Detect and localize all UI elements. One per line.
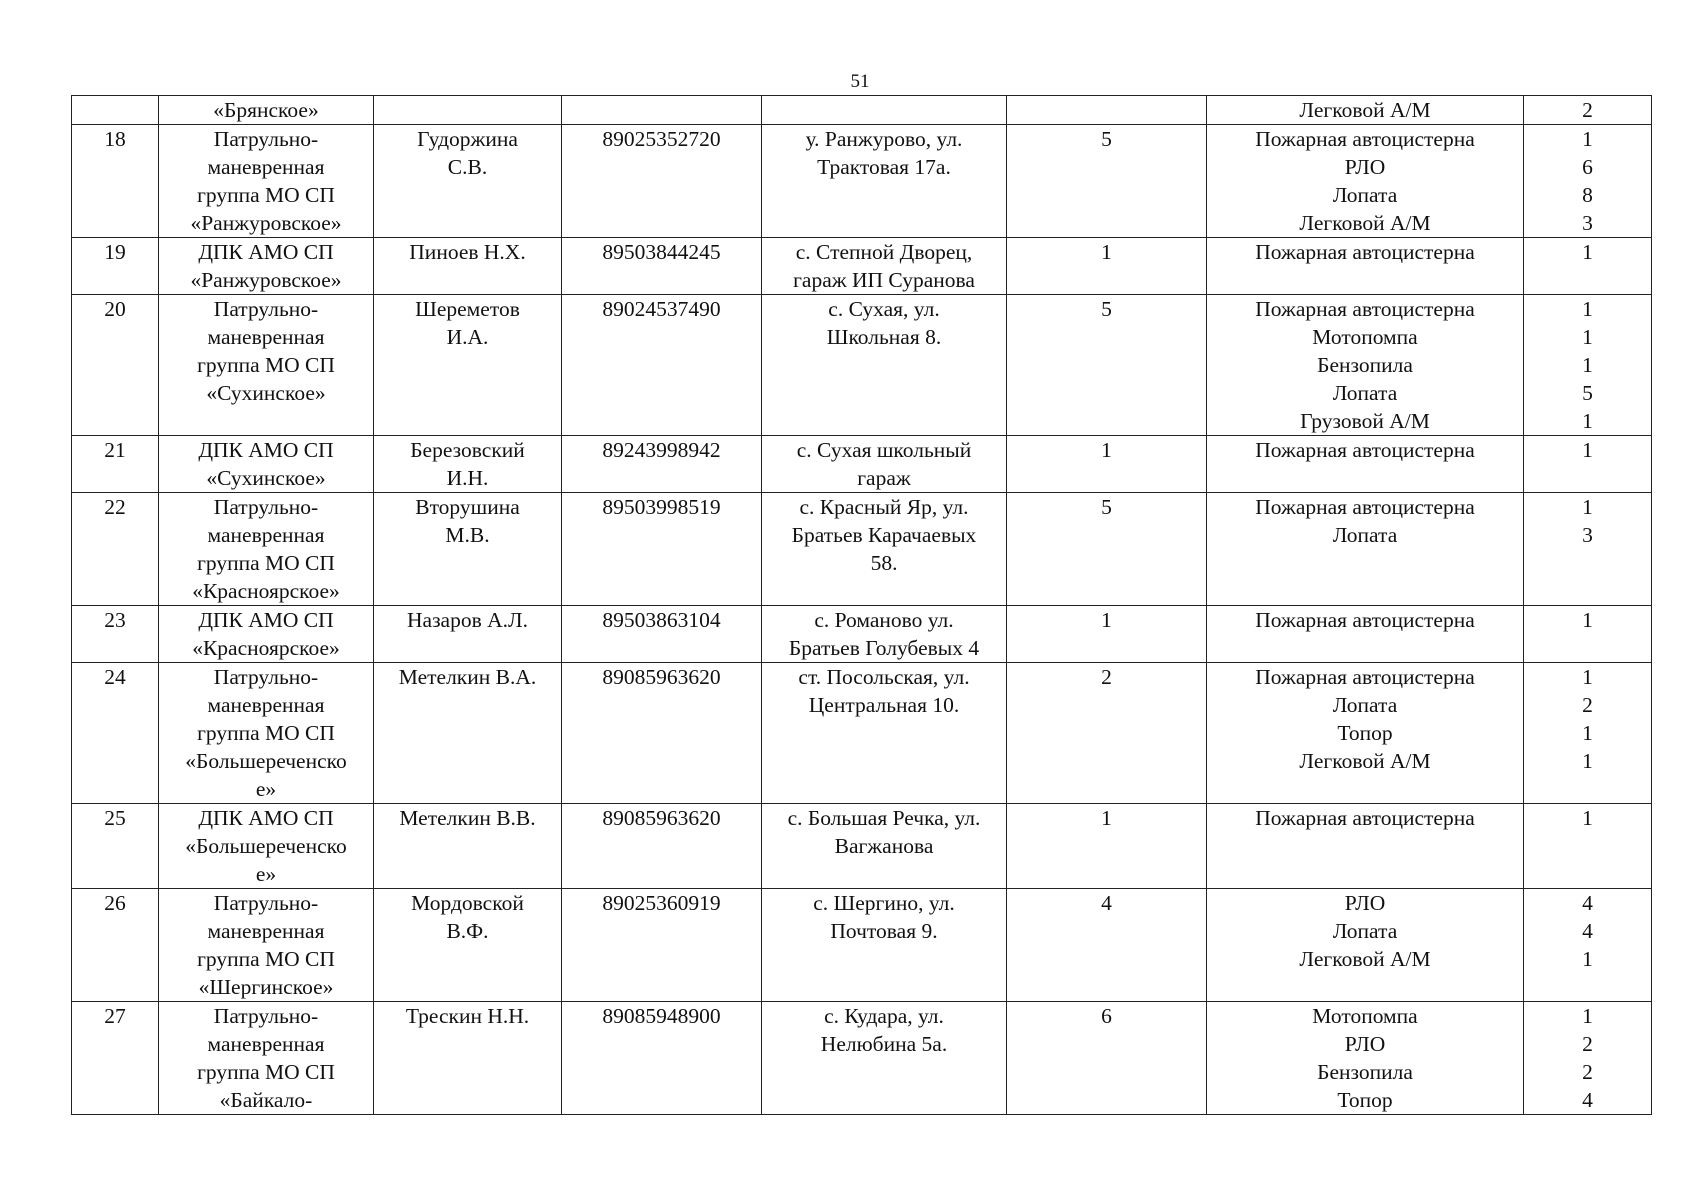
- organization-line: «Байкало-: [219, 1088, 313, 1112]
- address-cell: [762, 96, 1007, 125]
- equipment-cell: [1207, 295, 1524, 436]
- responsible-person-cell: [374, 663, 562, 804]
- equipment-cell: [1207, 1002, 1524, 1115]
- address-line: Трактовая 17а.: [817, 155, 951, 179]
- row-number-cell: [72, 889, 159, 1002]
- quantity-line: 2: [1582, 693, 1593, 717]
- address-line: Почтовая 9.: [830, 919, 938, 943]
- organization-line: «Красноярское»: [192, 636, 340, 660]
- row-number-value: 24: [104, 665, 126, 689]
- responsible-person-cell: [374, 436, 562, 493]
- organization-cell: [159, 889, 374, 1002]
- equipment-line: Пожарная автоцистерна: [1255, 438, 1475, 462]
- address-line: с. Сухая, ул.: [828, 297, 940, 321]
- address-line: 58.: [870, 551, 898, 575]
- responsible-person-line: Метелкин В.А.: [398, 665, 537, 689]
- phone-cell: [562, 1002, 762, 1115]
- quantity-cell: [1524, 436, 1652, 493]
- equipment-line: Лопата: [1332, 693, 1398, 717]
- staff-count-cell: [1007, 804, 1207, 889]
- responsible-person-line: Трескин Н.Н.: [405, 1004, 530, 1028]
- equipment-cell: [1207, 663, 1524, 804]
- row-number-cell: [72, 493, 159, 606]
- staff-count-value: 5: [1101, 495, 1112, 519]
- staff-count-cell: [1007, 436, 1207, 493]
- organization-line: Патрульно-: [213, 665, 319, 689]
- equipment-line: Лопата: [1332, 919, 1398, 943]
- staff-count-value: 6: [1101, 1004, 1112, 1028]
- responsible-person-cell: [374, 804, 562, 889]
- responsible-person-cell: [374, 889, 562, 1002]
- phone-value: 89503863104: [602, 608, 721, 632]
- address-cell: [762, 238, 1007, 295]
- equipment-cell: [1207, 238, 1524, 295]
- row-number-cell: [72, 238, 159, 295]
- phone-value: 89025352720: [602, 127, 721, 151]
- organization-line: маневренная: [207, 919, 325, 943]
- row-number-value: 21: [104, 438, 126, 462]
- table-body: [72, 96, 1652, 1115]
- equipment-cell: [1207, 436, 1524, 493]
- table-row: [72, 1002, 1652, 1115]
- responsible-person-line: Метелкин В.В.: [399, 806, 536, 830]
- equipment-line: Легковой А/М: [1299, 749, 1431, 773]
- equipment-line: РЛО: [1344, 155, 1386, 179]
- organization-cell: [159, 238, 374, 295]
- quantity-line: 1: [1582, 608, 1593, 632]
- equipment-line: РЛО: [1344, 891, 1386, 915]
- address-cell: [762, 1002, 1007, 1115]
- row-number-value: 26: [104, 891, 126, 915]
- equipment-cell: [1207, 125, 1524, 238]
- organization-line: е»: [255, 777, 277, 801]
- quantity-line: 4: [1582, 891, 1593, 915]
- phone-value: 89503844245: [602, 240, 721, 264]
- phone-value: 89085963620: [602, 665, 721, 689]
- address-line: с. Романово ул.: [814, 608, 954, 632]
- equipment-cell: [1207, 804, 1524, 889]
- equipment-cell: [1207, 493, 1524, 606]
- quantity-line: 4: [1582, 919, 1593, 943]
- quantity-cell: [1524, 606, 1652, 663]
- address-cell: [762, 125, 1007, 238]
- row-number-cell: [72, 663, 159, 804]
- organization-line: группа МО СП: [197, 947, 335, 971]
- organization-line: «Сухинское»: [206, 466, 326, 490]
- organization-line: «Большереченско: [185, 834, 347, 858]
- table-row: [72, 493, 1652, 606]
- organization-line: «Брянское»: [213, 98, 319, 122]
- address-line: с. Красный Яр, ул.: [799, 495, 969, 519]
- row-number-value: 19: [104, 240, 126, 264]
- address-cell: [762, 295, 1007, 436]
- responsible-person-line: М.В.: [445, 523, 490, 547]
- organization-line: «Красноярское»: [192, 579, 340, 603]
- staff-count-cell: [1007, 493, 1207, 606]
- phone-cell: [562, 436, 762, 493]
- responsible-person-cell: [374, 238, 562, 295]
- quantity-line: 6: [1582, 155, 1593, 179]
- phone-cell: [562, 804, 762, 889]
- quantity-line: 2: [1582, 98, 1593, 122]
- quantity-cell: [1524, 804, 1652, 889]
- row-number-value: 23: [104, 608, 126, 632]
- row-number-cell: [72, 125, 159, 238]
- organization-line: маневренная: [207, 693, 325, 717]
- responsible-person-line: Пиноев Н.Х.: [409, 240, 526, 264]
- row-number-cell: [72, 295, 159, 436]
- address-cell: [762, 804, 1007, 889]
- equipment-line: Мотопомпа: [1312, 325, 1418, 349]
- phone-value: 89085963620: [602, 806, 721, 830]
- phone-cell: [562, 663, 762, 804]
- organization-line: ДПК АМО СП: [198, 438, 334, 462]
- organization-line: группа МО СП: [197, 183, 335, 207]
- quantity-line: 1: [1582, 495, 1593, 519]
- quantity-line: 3: [1582, 523, 1593, 547]
- quantity-cell: [1524, 663, 1652, 804]
- table-row: [72, 436, 1652, 493]
- phone-value: 89243998942: [602, 438, 721, 462]
- responsible-person-cell: [374, 606, 562, 663]
- quantity-cell: [1524, 96, 1652, 125]
- table-row: [72, 96, 1652, 125]
- staff-count-cell: [1007, 663, 1207, 804]
- row-number-value: 18: [104, 127, 126, 151]
- organization-line: маневренная: [207, 155, 325, 179]
- equipment-line: Пожарная автоцистерна: [1255, 665, 1475, 689]
- address-line: ст. Посольская, ул.: [798, 665, 970, 689]
- table-row: [72, 663, 1652, 804]
- equipment-line: Мотопомпа: [1312, 1004, 1418, 1028]
- organization-line: Патрульно-: [213, 891, 319, 915]
- responsible-person-line: Вторушина: [415, 495, 520, 519]
- quantity-line: 1: [1582, 409, 1593, 433]
- organization-cell: [159, 1002, 374, 1115]
- organization-cell: [159, 606, 374, 663]
- address-cell: [762, 606, 1007, 663]
- responsible-person-line: Мордовской: [411, 891, 524, 915]
- quantity-line: 4: [1582, 1088, 1593, 1112]
- organization-line: «Шергинское»: [198, 975, 334, 999]
- organization-line: группа МО СП: [197, 551, 335, 575]
- phone-cell: [562, 493, 762, 606]
- quantity-line: 1: [1582, 353, 1593, 377]
- equipment-cell: [1207, 96, 1524, 125]
- organization-cell: [159, 96, 374, 125]
- organization-line: «Ранжуровское»: [190, 268, 342, 292]
- equipment-line: Пожарная автоцистерна: [1255, 240, 1475, 264]
- quantity-line: 1: [1582, 665, 1593, 689]
- quantity-cell: [1524, 295, 1652, 436]
- equipment-line: Пожарная автоцистерна: [1255, 297, 1475, 321]
- staff-count-cell: [1007, 125, 1207, 238]
- organization-cell: [159, 804, 374, 889]
- table-row: [72, 889, 1652, 1002]
- row-number-cell: [72, 436, 159, 493]
- address-line: Братьев Голубевых 4: [788, 636, 980, 660]
- quantity-line: 1: [1582, 749, 1593, 773]
- address-line: с. Сухая школьный: [796, 438, 972, 462]
- organization-cell: [159, 493, 374, 606]
- organization-line: маневренная: [207, 325, 325, 349]
- address-line: Вагжанова: [834, 834, 934, 858]
- organization-line: ДПК АМО СП: [198, 608, 334, 632]
- responsible-person-line: И.А.: [446, 325, 489, 349]
- phone-value: 89024537490: [602, 297, 721, 321]
- equipment-line: Лопата: [1332, 381, 1398, 405]
- equipment-cell: [1207, 606, 1524, 663]
- equipment-line: Бензопила: [1317, 353, 1413, 377]
- row-number-cell: [72, 96, 159, 125]
- quantity-line: 8: [1582, 183, 1593, 207]
- equipment-line: Пожарная автоцистерна: [1255, 127, 1475, 151]
- organization-line: е»: [255, 862, 277, 886]
- quantity-line: 1: [1582, 438, 1593, 462]
- row-number-value: 20: [104, 297, 126, 321]
- row-number-cell: [72, 1002, 159, 1115]
- quantity-line: 1: [1582, 806, 1593, 830]
- quantity-line: 1: [1582, 297, 1593, 321]
- organization-line: «Большереченско: [185, 749, 347, 773]
- responsible-person-line: В.Ф.: [446, 919, 489, 943]
- responsible-person-cell: [374, 96, 562, 125]
- equipment-line: Топор: [1337, 721, 1393, 745]
- equipment-line: Легковой А/М: [1299, 98, 1431, 122]
- address-line: Нелюбина 5а.: [820, 1032, 948, 1056]
- quantity-cell: [1524, 493, 1652, 606]
- address-cell: [762, 663, 1007, 804]
- address-line: Школьная 8.: [826, 325, 942, 349]
- staff-count-cell: [1007, 889, 1207, 1002]
- quantity-line: 1: [1582, 947, 1593, 971]
- organization-cell: [159, 125, 374, 238]
- organization-line: группа МО СП: [197, 1060, 335, 1084]
- page-number: 51: [850, 71, 870, 92]
- address-line: с. Шергино, ул.: [813, 891, 955, 915]
- staff-count-value: 5: [1101, 297, 1112, 321]
- quantity-line: 3: [1582, 211, 1593, 235]
- responsible-person-line: Шереметов: [415, 297, 520, 321]
- staff-count-value: 5: [1101, 127, 1112, 151]
- quantity-line: 5: [1582, 381, 1593, 405]
- table-row: [72, 804, 1652, 889]
- phone-cell: [562, 606, 762, 663]
- address-cell: [762, 436, 1007, 493]
- responsible-person-line: Березовский: [410, 438, 525, 462]
- responsible-person-line: Гудоржина: [417, 127, 518, 151]
- quantity-line: 2: [1582, 1060, 1593, 1084]
- quantity-cell: [1524, 889, 1652, 1002]
- organization-line: маневренная: [207, 1032, 325, 1056]
- address-line: у. Ранжурово, ул.: [805, 127, 963, 151]
- staff-count-value: 1: [1101, 608, 1112, 632]
- row-number-value: 25: [104, 806, 126, 830]
- responsible-person-cell: [374, 493, 562, 606]
- address-cell: [762, 889, 1007, 1002]
- table-row: [72, 125, 1652, 238]
- equipment-line: Бензопила: [1317, 1060, 1413, 1084]
- equipment-line: Лопата: [1332, 523, 1398, 547]
- responsible-person-line: И.Н.: [446, 466, 489, 490]
- responsible-person-line: С.В.: [447, 155, 488, 179]
- address-line: с. Кудара, ул.: [824, 1004, 944, 1028]
- staff-count-value: 1: [1101, 240, 1112, 264]
- quantity-cell: [1524, 125, 1652, 238]
- phone-cell: [562, 295, 762, 436]
- staff-count-cell: [1007, 238, 1207, 295]
- equipment-cell: [1207, 889, 1524, 1002]
- quantity-line: 1: [1582, 721, 1593, 745]
- address-line: гараж: [857, 466, 911, 490]
- equipment-line: Лопата: [1332, 183, 1398, 207]
- staff-count-value: 2: [1101, 665, 1112, 689]
- equipment-line: Пожарная автоцистерна: [1255, 608, 1475, 632]
- staff-count-cell: [1007, 96, 1207, 125]
- organization-line: Патрульно-: [213, 495, 319, 519]
- responsible-person-cell: [374, 1002, 562, 1115]
- organization-cell: [159, 295, 374, 436]
- phone-cell: [562, 125, 762, 238]
- table-row: [72, 295, 1652, 436]
- organization-cell: [159, 436, 374, 493]
- row-number-value: 27: [104, 1004, 126, 1028]
- fire-units-table: [71, 95, 1652, 1115]
- organization-line: Патрульно-: [213, 127, 319, 151]
- responsible-person-line: Назаров А.Л.: [407, 608, 528, 632]
- phone-value: 89025360919: [602, 891, 721, 915]
- equipment-line: Пожарная автоцистерна: [1255, 495, 1475, 519]
- responsible-person-cell: [374, 125, 562, 238]
- staff-count-value: 4: [1101, 891, 1112, 915]
- phone-cell: [562, 889, 762, 1002]
- row-number-value: 22: [104, 495, 126, 519]
- equipment-line: Топор: [1337, 1088, 1393, 1112]
- address-line: Братьев Карачаевых: [791, 523, 977, 547]
- quantity-cell: [1524, 238, 1652, 295]
- phone-cell: [562, 96, 762, 125]
- staff-count-value: 1: [1101, 438, 1112, 462]
- quantity-cell: [1524, 1002, 1652, 1115]
- address-cell: [762, 493, 1007, 606]
- address-line: Центральная 10.: [808, 693, 960, 717]
- address-line: с. Степной Дворец,: [795, 240, 973, 264]
- organization-line: «Ранжуровское»: [190, 211, 342, 235]
- row-number-cell: [72, 606, 159, 663]
- equipment-line: Легковой А/М: [1299, 947, 1431, 971]
- quantity-line: 1: [1582, 127, 1593, 151]
- organization-line: группа МО СП: [197, 721, 335, 745]
- organization-line: маневренная: [207, 523, 325, 547]
- staff-count-cell: [1007, 606, 1207, 663]
- row-number-cell: [72, 804, 159, 889]
- organization-cell: [159, 663, 374, 804]
- quantity-line: 1: [1582, 240, 1593, 264]
- quantity-line: 1: [1582, 1004, 1593, 1028]
- equipment-line: Грузовой А/М: [1300, 409, 1430, 433]
- staff-count-cell: [1007, 295, 1207, 436]
- table-row: [72, 238, 1652, 295]
- address-line: с. Большая Речка, ул.: [787, 806, 981, 830]
- responsible-person-cell: [374, 295, 562, 436]
- organization-line: ДПК АМО СП: [198, 806, 334, 830]
- table-row: [72, 606, 1652, 663]
- equipment-line: Пожарная автоцистерна: [1255, 806, 1475, 830]
- phone-cell: [562, 238, 762, 295]
- organization-line: группа МО СП: [197, 353, 335, 377]
- equipment-line: РЛО: [1344, 1032, 1386, 1056]
- organization-line: «Сухинское»: [206, 381, 326, 405]
- organization-line: ДПК АМО СП: [198, 240, 334, 264]
- quantity-line: 2: [1582, 1032, 1593, 1056]
- equipment-line: Легковой А/М: [1299, 211, 1431, 235]
- phone-value: 89085948900: [602, 1004, 721, 1028]
- address-line: гараж ИП Суранова: [793, 268, 975, 292]
- phone-value: 89503998519: [602, 495, 721, 519]
- organization-line: Патрульно-: [213, 1004, 319, 1028]
- staff-count-value: 1: [1101, 806, 1112, 830]
- staff-count-cell: [1007, 1002, 1207, 1115]
- quantity-line: 1: [1582, 325, 1593, 349]
- organization-line: Патрульно-: [213, 297, 319, 321]
